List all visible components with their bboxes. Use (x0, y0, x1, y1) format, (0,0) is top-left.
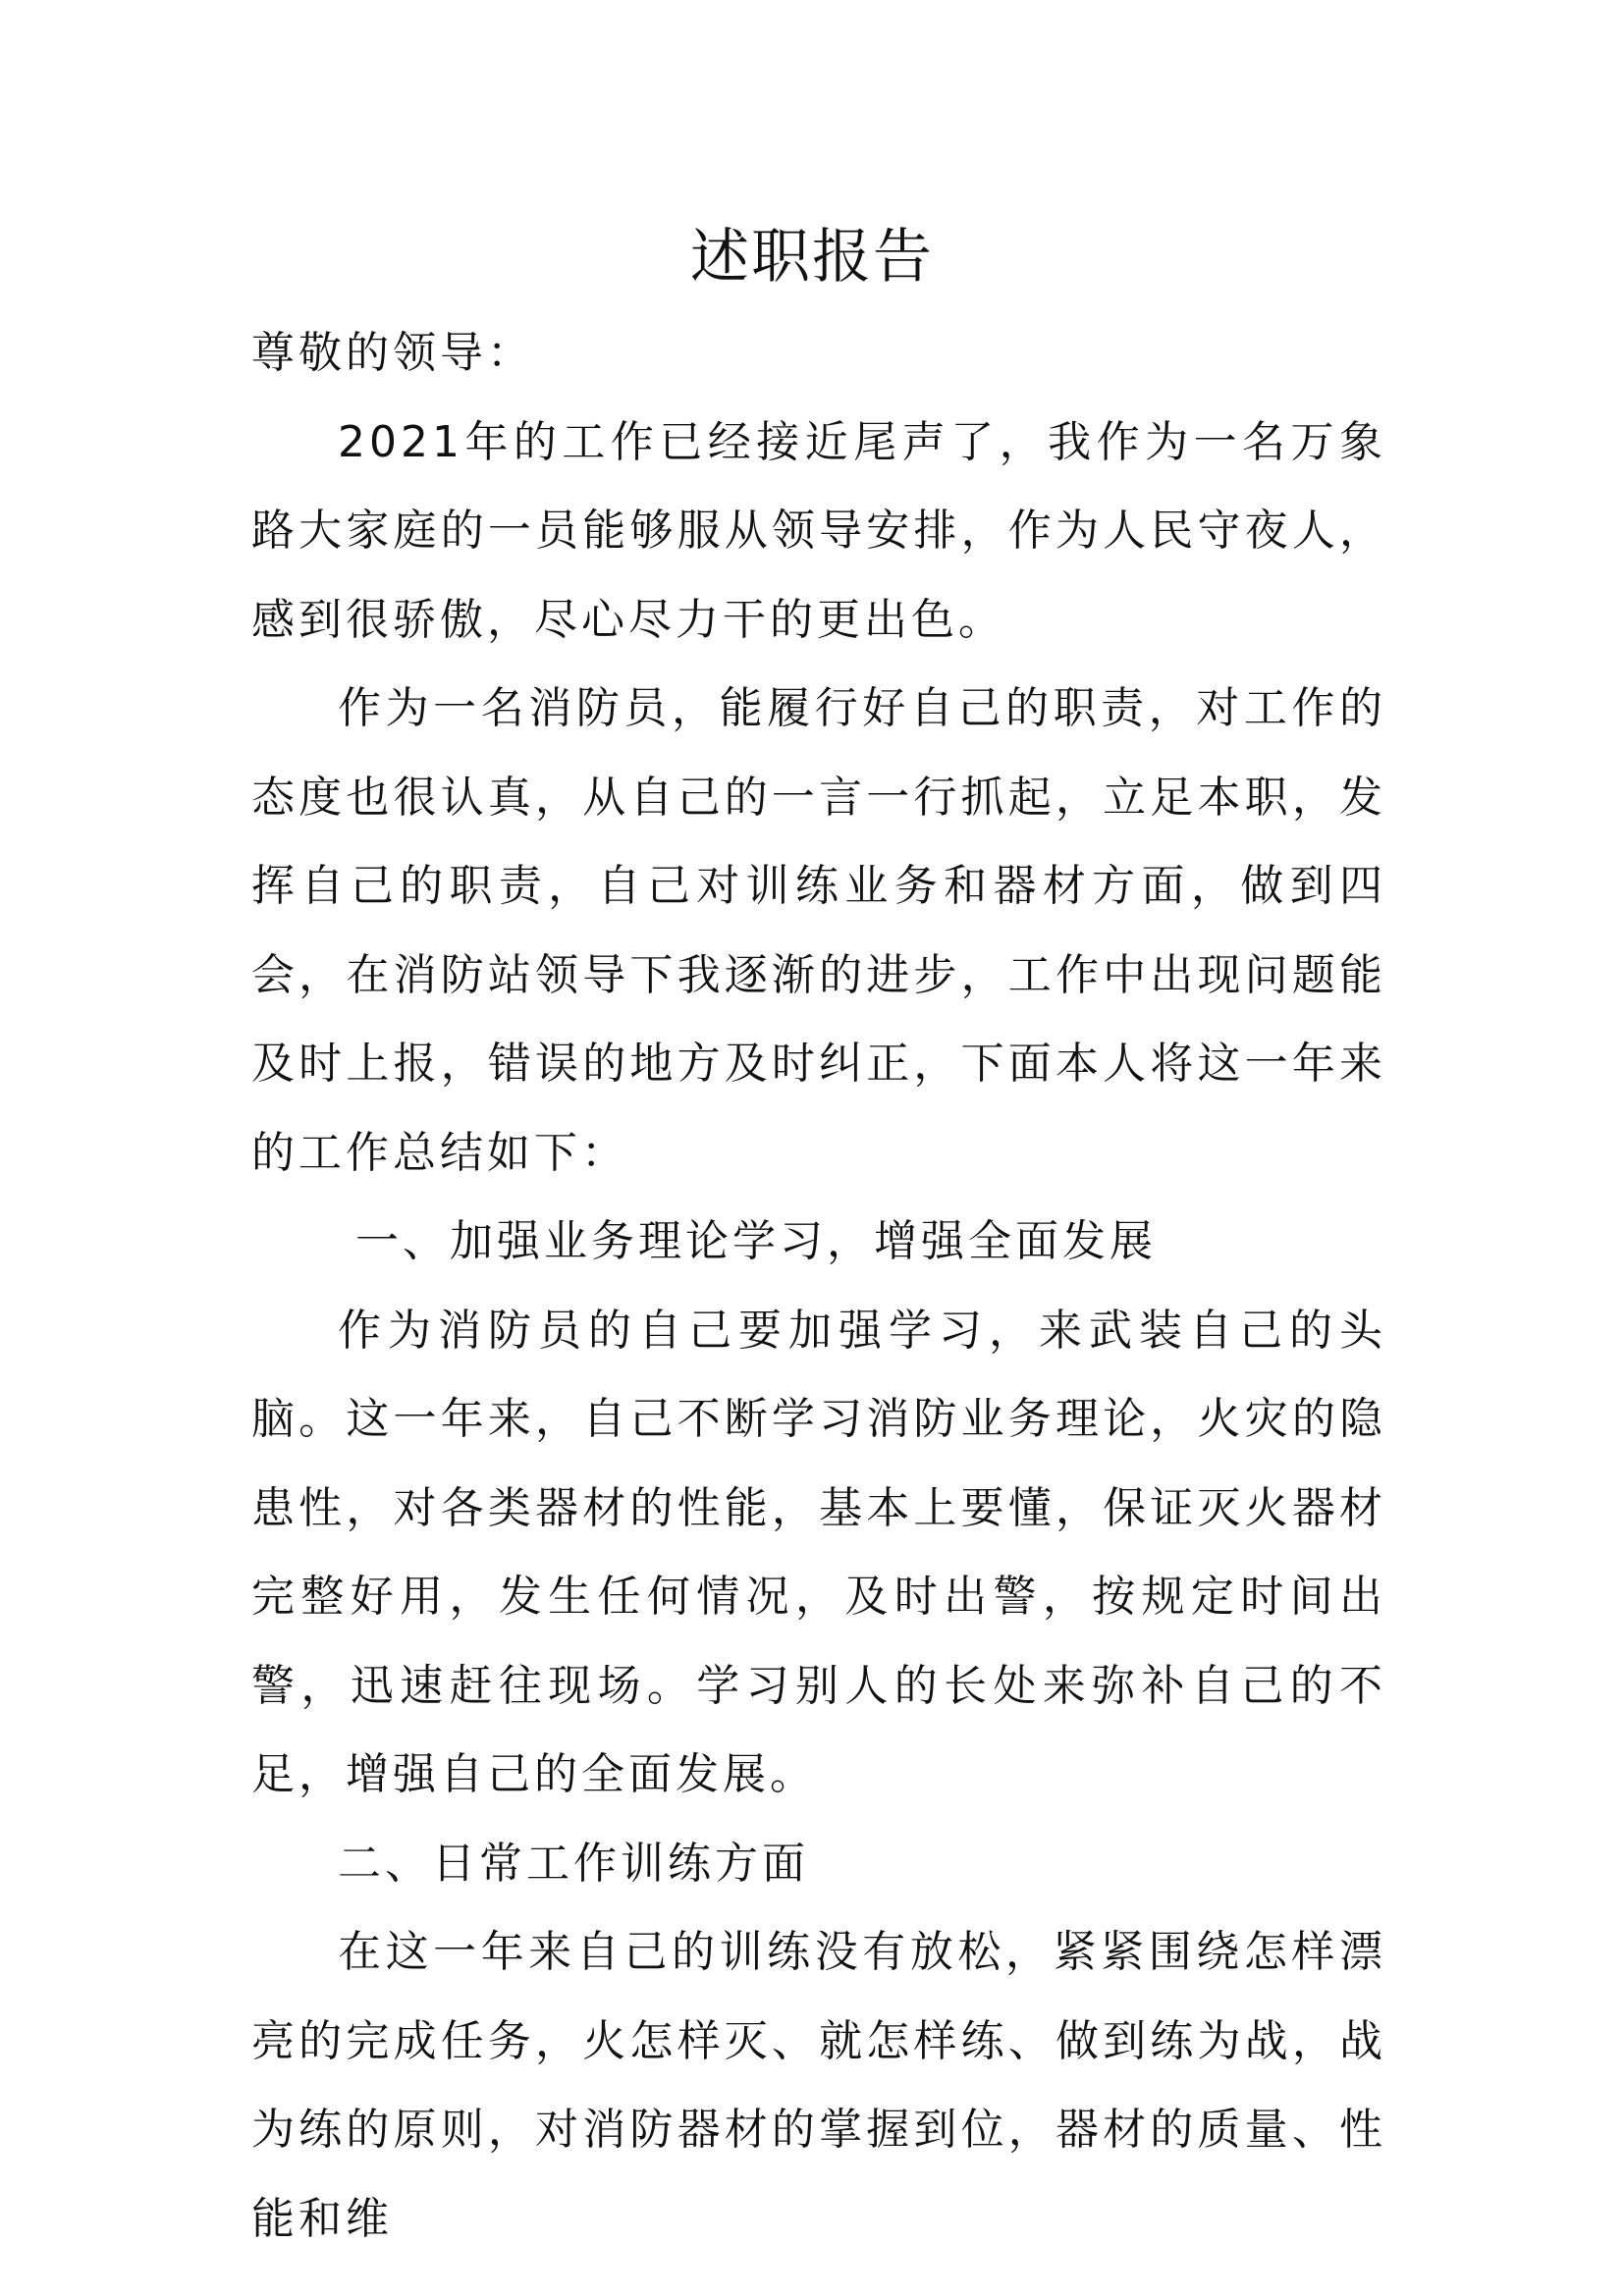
section-heading-1: 一、加强业务理论学习，增强全面发展 (355, 1216, 1157, 1266)
paragraph-duties: 作为一名消防员，能履行好自己的职责，对工作的态度也很认真，从自己的一言一行抓起，立足本职，发挥自己的职责，自己对训练业务和器材方面，做到四会，在消防站领导下我逐渐的进步，工作中出现问题能及时上报，错误的地方及时纠正，下面本人将这一年来的工作总结如下： (251, 683, 1386, 1178)
paragraph-intro: 2021年的工作已经接近尾声了，我作为一名万象路大家庭的一员能够服从领导安排，作为人民守夜人，感到很骄傲，尽心尽力干的更出色。 (251, 416, 1386, 645)
document-body (251, 309, 1386, 2264)
paragraph-training: 在这一年来自己的训练没有放松，紧紧围绕怎样漂亮的完成任务，火怎样灭、就怎样练、做到练为战，战为练的原则，对消防器材的掌握到位，器材的质量、性能和维 (251, 1927, 1386, 2244)
document-title: 述职报告 (690, 223, 934, 292)
salutation: 尊敬的领导： (251, 328, 534, 378)
section-heading-2: 二、日常工作训练方面 (338, 1838, 809, 1889)
paragraph-study: 作为消防员的自己要加强学习，来武装自己的头脑。这一年来，自己不断学习消防业务理论，火灾的隐患性，对各类器材的性能，基本上要懂，保证灭火器材完整好用，发生任何情况，及时出警，按规定时间出警，迅速赶往现场。学习别人的长处来弥补自己的不足，增强自己的全面发展。 (251, 1305, 1386, 1799)
